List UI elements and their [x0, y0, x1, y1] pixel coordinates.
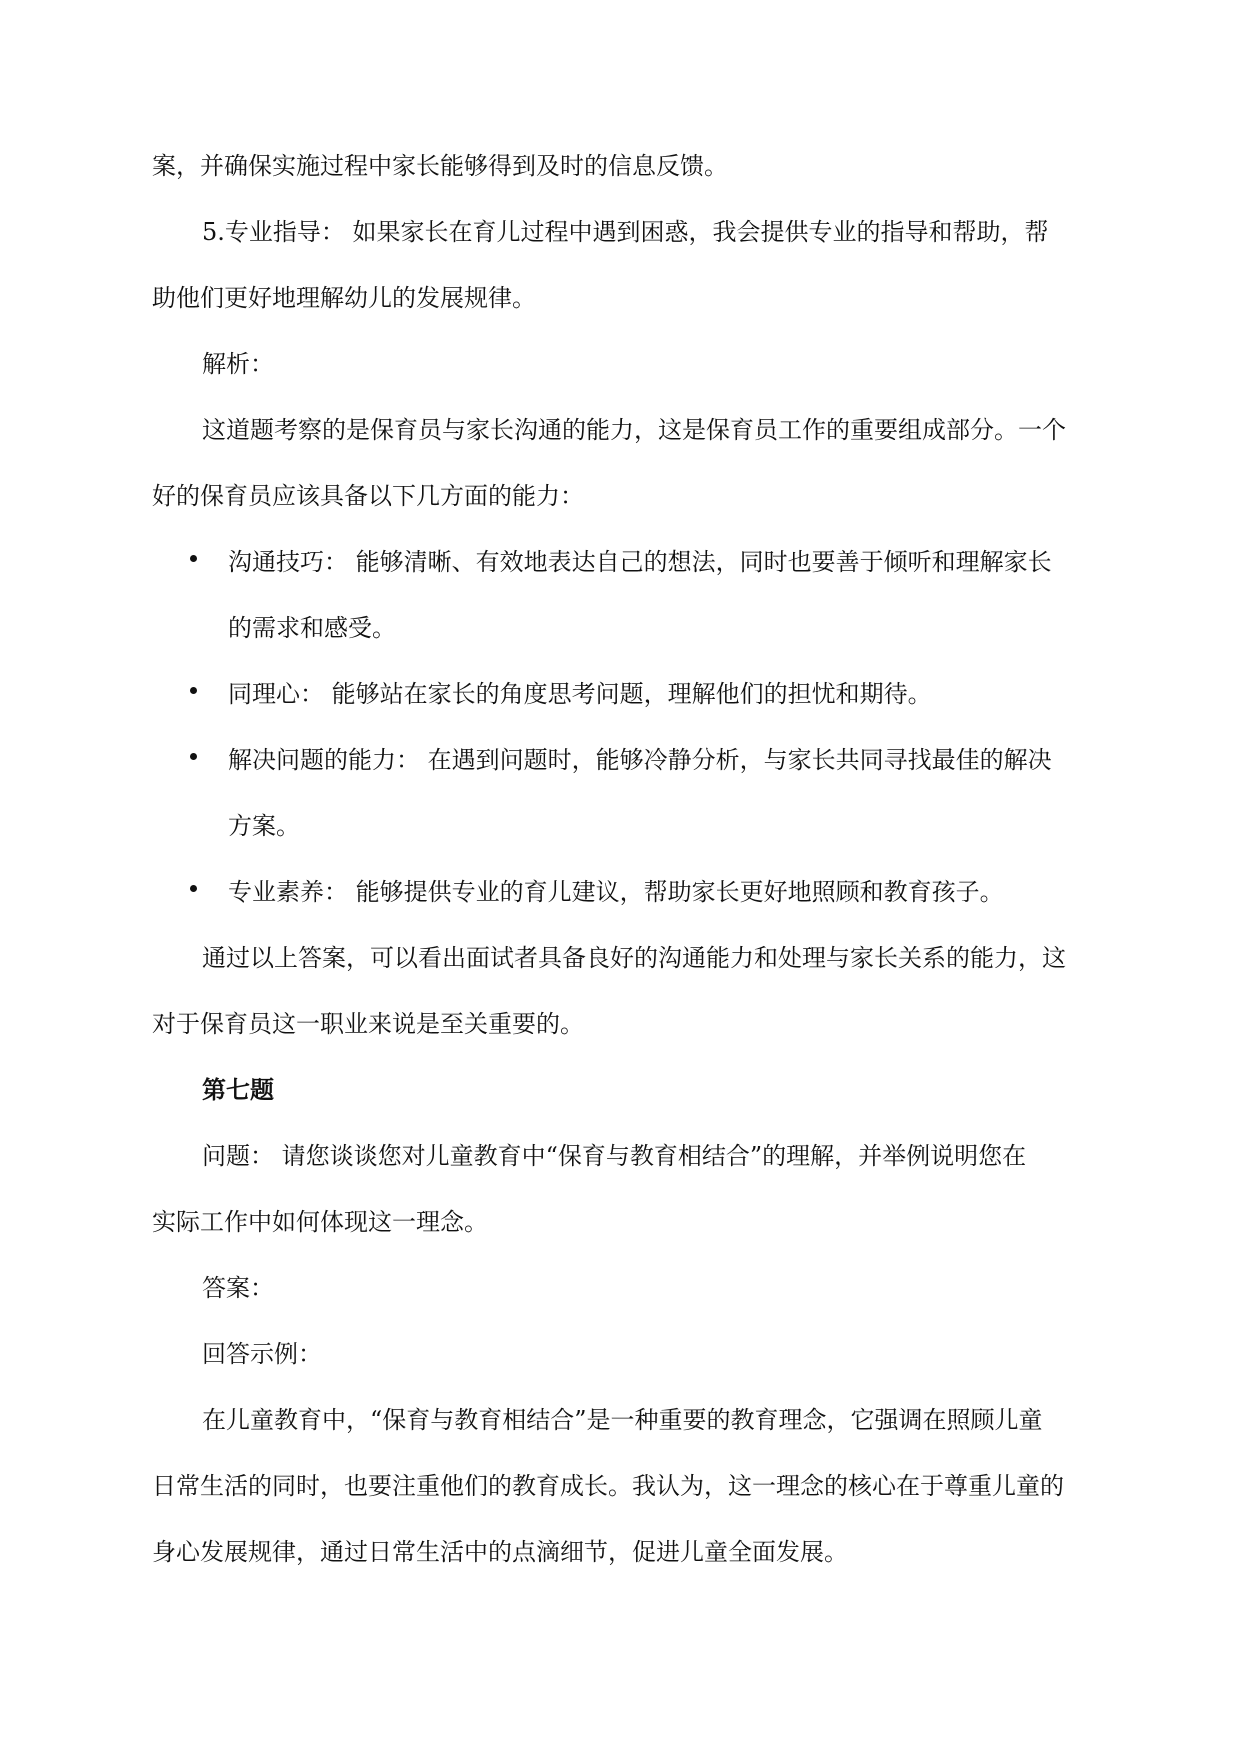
question-line: 问题： 请您谈谈您对儿童教育中“保育与教育相结合”的理解，并举例说明您在: [202, 1142, 1027, 1170]
paragraph-line: 5.专业指导： 如果家长在育儿过程中遇到困惑，我会提供专业的指导和帮助，帮: [202, 218, 1049, 246]
bullet-item-text: 方案。: [228, 812, 300, 840]
bullet-item-text: 的需求和感受。: [228, 614, 396, 642]
bullet-item-text: 解决问题的能力： 在遇到问题时，能够冷静分析，与家长共同寻找最佳的解决: [228, 746, 1052, 774]
analysis-label: 解析：: [202, 350, 274, 378]
paragraph-line: 助他们更好地理解幼儿的发展规律。: [152, 284, 536, 312]
section-heading: 第七题: [202, 1075, 274, 1104]
paragraph-line: 好的保育员应该具备以下几方面的能力：: [152, 482, 584, 510]
question-line: 实际工作中如何体现这一理念。: [152, 1208, 488, 1236]
paragraph-line: 对于保育员这一职业来说是至关重要的。: [152, 1010, 584, 1038]
paragraph-line: 案，并确保实施过程中家长能够得到及时的信息反馈。: [152, 152, 728, 180]
paragraph-line: 这道题考察的是保育员与家长沟通的能力，这是保育员工作的重要组成部分。一个: [202, 416, 1066, 444]
example-label: 回答示例：: [202, 1340, 322, 1368]
bullet-dot: [190, 687, 197, 694]
answer-label: 答案：: [202, 1274, 274, 1302]
paragraph-line: 通过以上答案，可以看出面试者具备良好的沟通能力和处理与家长关系的能力，这: [202, 944, 1066, 972]
bullet-item-text: 同理心： 能够站在家长的角度思考问题，理解他们的担忧和期待。: [228, 680, 932, 708]
paragraph-line: 身心发展规律，通过日常生活中的点滴细节，促进儿童全面发展。: [152, 1538, 848, 1566]
bullet-item-text: 沟通技巧： 能够清晰、有效地表达自己的想法，同时也要善于倾听和理解家长: [228, 548, 1052, 576]
paragraph-line: 在儿童教育中，“保育与教育相结合”是一种重要的教育理念，它强调在照顾儿童: [202, 1406, 1043, 1434]
bullet-dot: [190, 885, 197, 892]
bullet-item-text: 专业素养： 能够提供专业的育儿建议，帮助家长更好地照顾和教育孩子。: [228, 878, 1004, 906]
paragraph-line: 日常生活的同时，也要注重他们的教育成长。我认为，这一理念的核心在于尊重儿童的: [152, 1472, 1064, 1500]
bullet-dot: [190, 753, 197, 760]
bullet-dot: [190, 555, 197, 562]
